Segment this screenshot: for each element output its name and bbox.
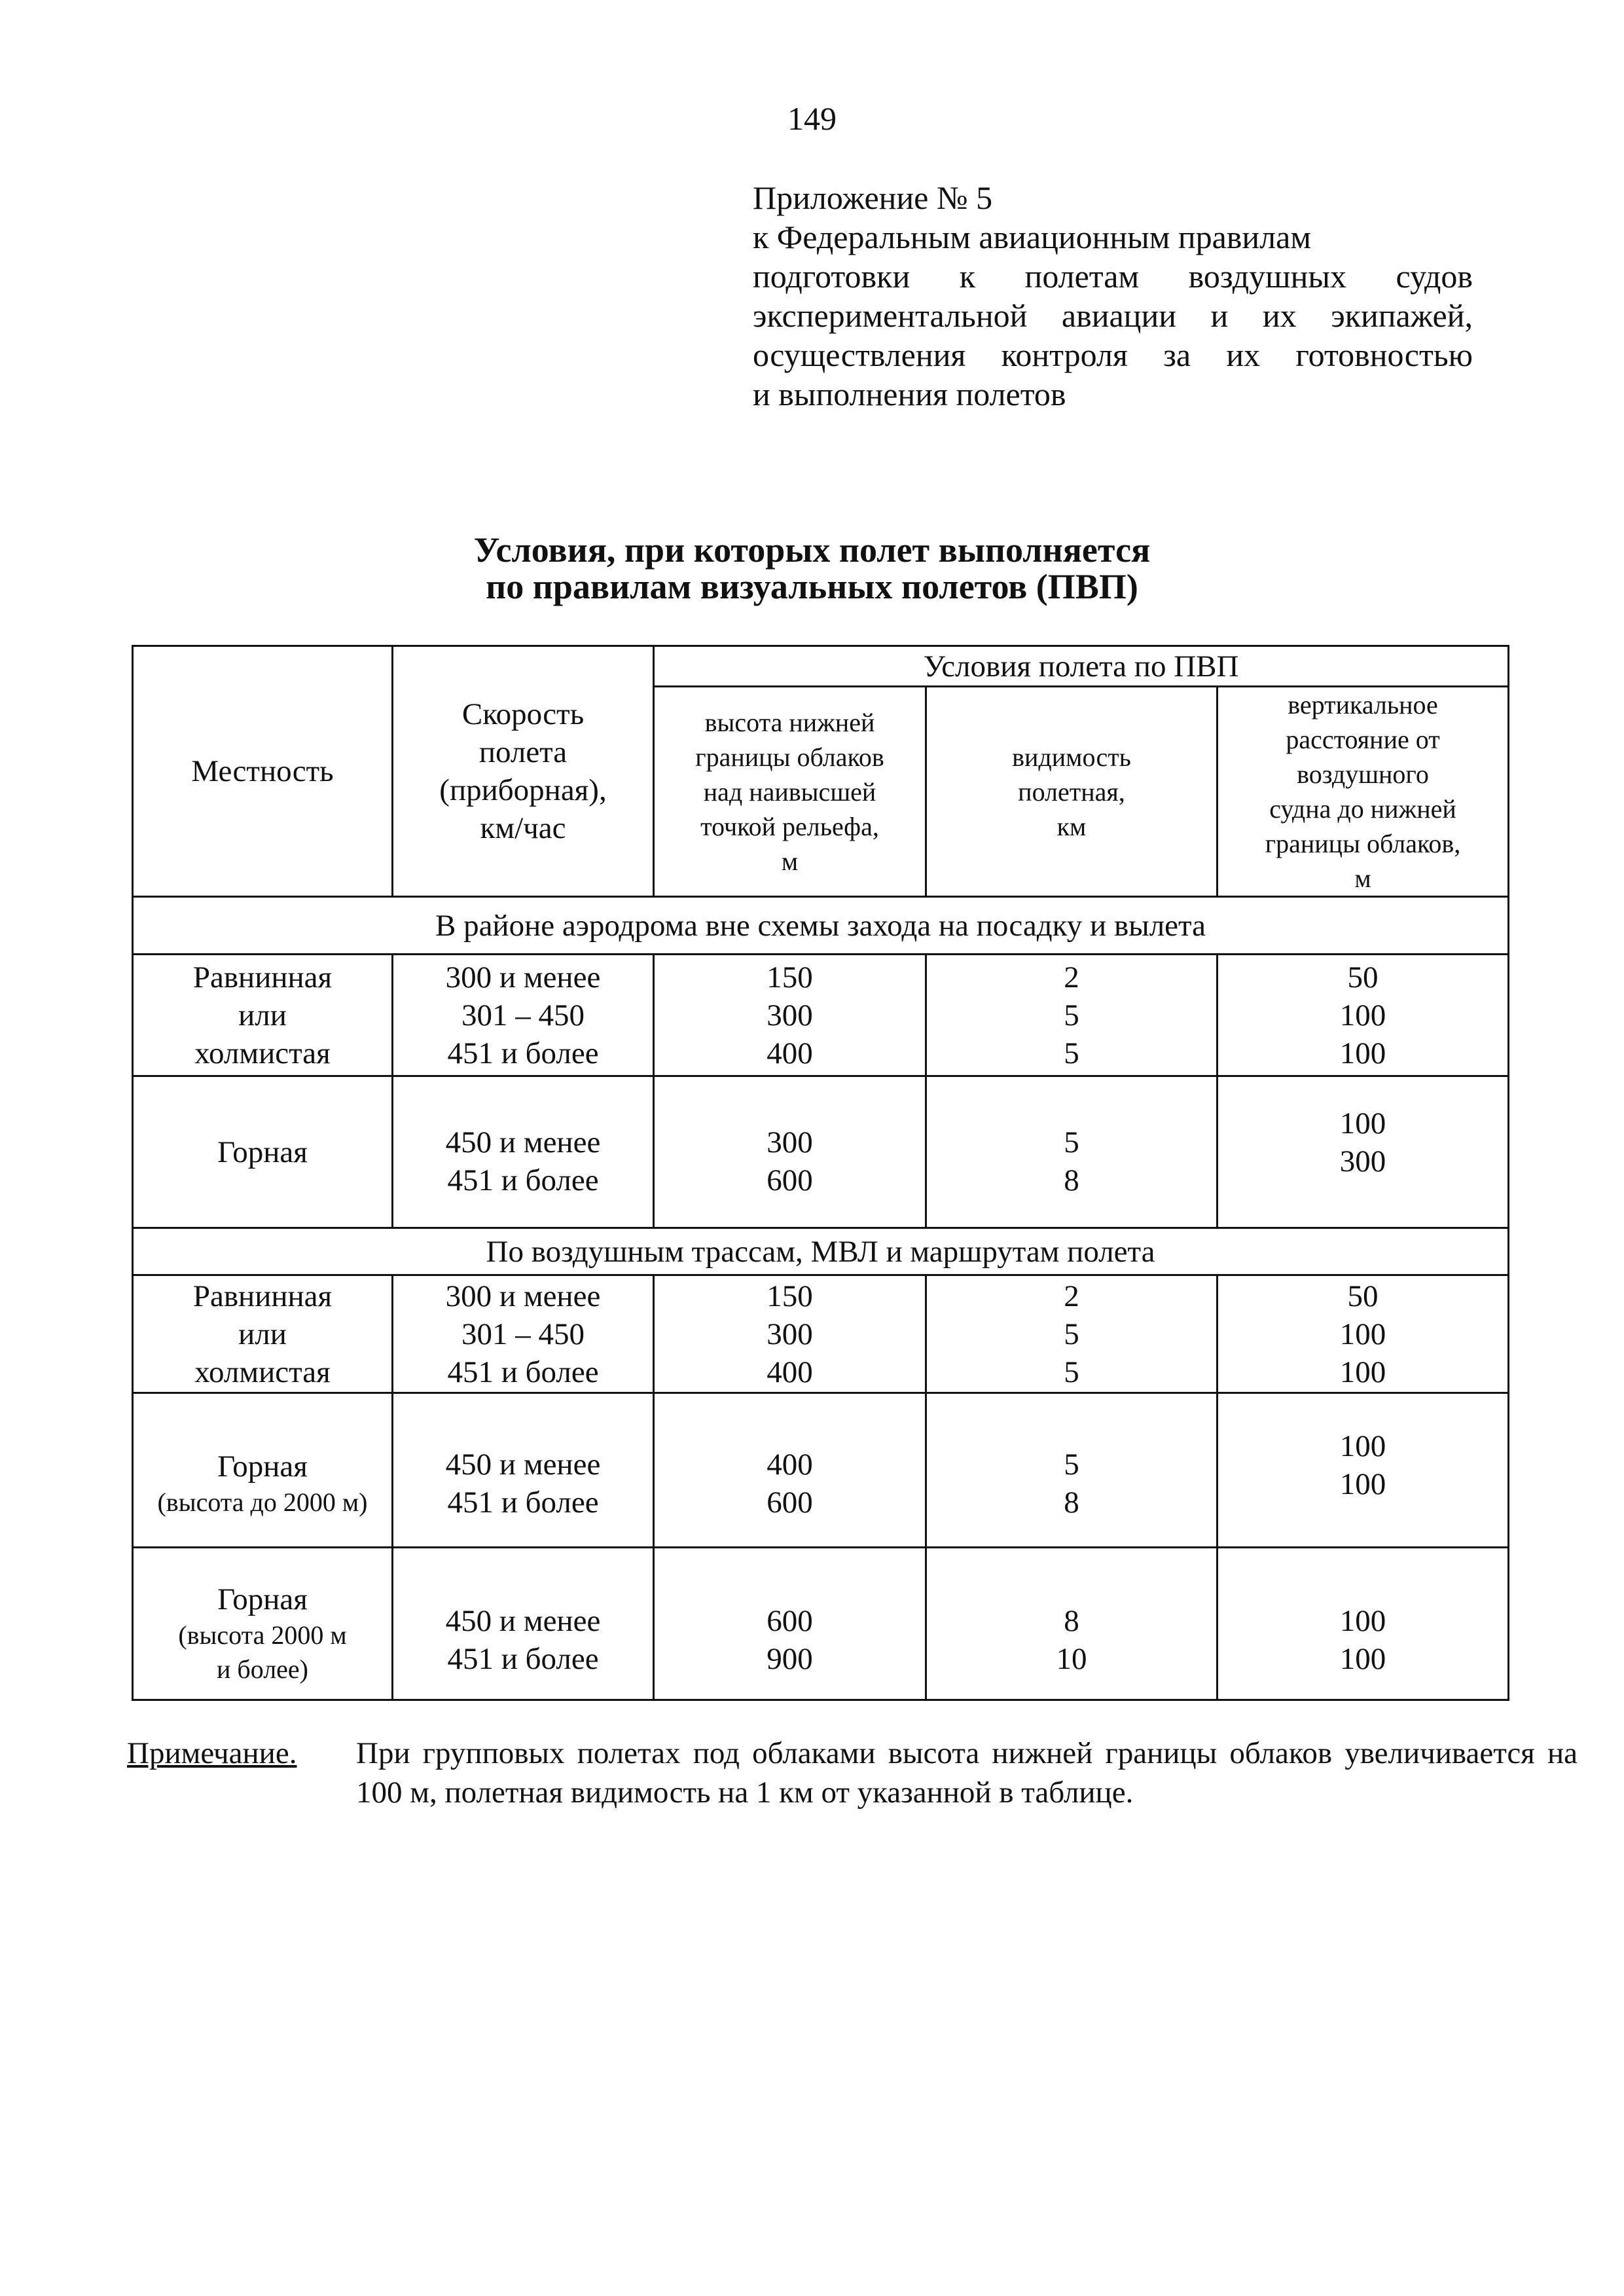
speed-cell: 450 и менее 451 и более — [393, 1393, 654, 1548]
appendix-block — [753, 178, 1473, 414]
header-conditions-group: Условия полета по ПВП — [654, 646, 1509, 687]
header-cloud-base: высота нижней границы облаков над наивысшей точкой рельефа, м — [654, 687, 926, 897]
section-title: В районе аэродрома вне схемы захода на посадку и вылета — [133, 897, 1509, 955]
appendix-line: подготовки к полетам воздушных судов — [753, 258, 1473, 295]
header-visibility: видимость полетная, км — [926, 687, 1218, 897]
terrain-cell: Равнинная или холмистая — [133, 1275, 393, 1393]
vertical-distance-cell: 100 100 — [1218, 1548, 1509, 1700]
pvp-conditions-table — [132, 645, 1509, 1701]
speed-cell: 300 и менее 301 – 450 451 и более — [393, 955, 654, 1076]
cloud-base-cell: 300 600 — [654, 1076, 926, 1228]
title-line: по правилам визуальных полетов (ПВП) — [486, 567, 1138, 606]
terrain-cell: Равнинная или холмистая — [133, 955, 393, 1076]
cloud-base-cell: 150 300 400 — [654, 1275, 926, 1393]
visibility-cell: 5 8 — [926, 1393, 1218, 1548]
vertical-distance-cell: 100 100 — [1218, 1393, 1509, 1548]
terrain-cell: Горная (высота до 2000 м) — [133, 1393, 393, 1548]
header-terrain: Местность — [133, 646, 393, 897]
speed-cell: 450 и менее 451 и более — [393, 1548, 654, 1700]
title-line: Условия, при которых полет выполняется — [473, 530, 1151, 570]
table-row — [133, 1076, 1509, 1228]
header-row — [133, 646, 1509, 687]
note-text: При групповых полетах под облаками высота нижней границы облаков увеличивается на 100 м, полетная видимость на 1 км от указанной в таблице. — [356, 1736, 1578, 1810]
document-title — [0, 532, 1624, 605]
speed-cell: 450 и менее 451 и более — [393, 1076, 654, 1228]
note-label: Примечание. — [127, 1736, 297, 1770]
table-row — [133, 1393, 1509, 1548]
appendix-line: экспериментальной авиации и их экипажей, — [753, 297, 1473, 334]
cloud-base-cell: 400 600 — [654, 1393, 926, 1548]
appendix-line: и выполнения полетов — [753, 376, 1066, 412]
header-vertical-distance: вертикальное расстояние от воздушного судна до нижней границы облаков, м — [1218, 687, 1509, 897]
visibility-cell: 5 8 — [926, 1076, 1218, 1228]
visibility-cell: 8 10 — [926, 1548, 1218, 1700]
terrain-cell: Горная — [133, 1076, 393, 1228]
section-row — [133, 897, 1509, 955]
appendix-line: к Федеральным авиационным правилам — [753, 219, 1311, 255]
table-row — [133, 1548, 1509, 1700]
visibility-cell: 2 5 5 — [926, 1275, 1218, 1393]
cloud-base-cell: 600 900 — [654, 1548, 926, 1700]
cloud-base-cell: 150 300 400 — [654, 955, 926, 1076]
table-row — [133, 1275, 1509, 1393]
section-title: По воздушным трассам, МВЛ и маршрутам полета — [133, 1228, 1509, 1275]
header-speed: Скорость полета (приборная), км/час — [393, 646, 654, 897]
table-row — [133, 955, 1509, 1076]
terrain-cell: Горная (высота 2000 м и более) — [133, 1548, 393, 1700]
vertical-distance-cell: 100 300 — [1218, 1076, 1509, 1228]
vertical-distance-cell: 50 100 100 — [1218, 1275, 1509, 1393]
section-row — [133, 1228, 1509, 1275]
appendix-line: Приложение № 5 — [753, 179, 993, 216]
visibility-cell: 2 5 5 — [926, 955, 1218, 1076]
speed-cell: 300 и менее 301 – 450 451 и более — [393, 1275, 654, 1393]
page-number: 149 — [787, 100, 837, 137]
appendix-line: осуществления контроля за их готовностью — [753, 337, 1473, 373]
vertical-distance-cell: 50 100 100 — [1218, 955, 1509, 1076]
